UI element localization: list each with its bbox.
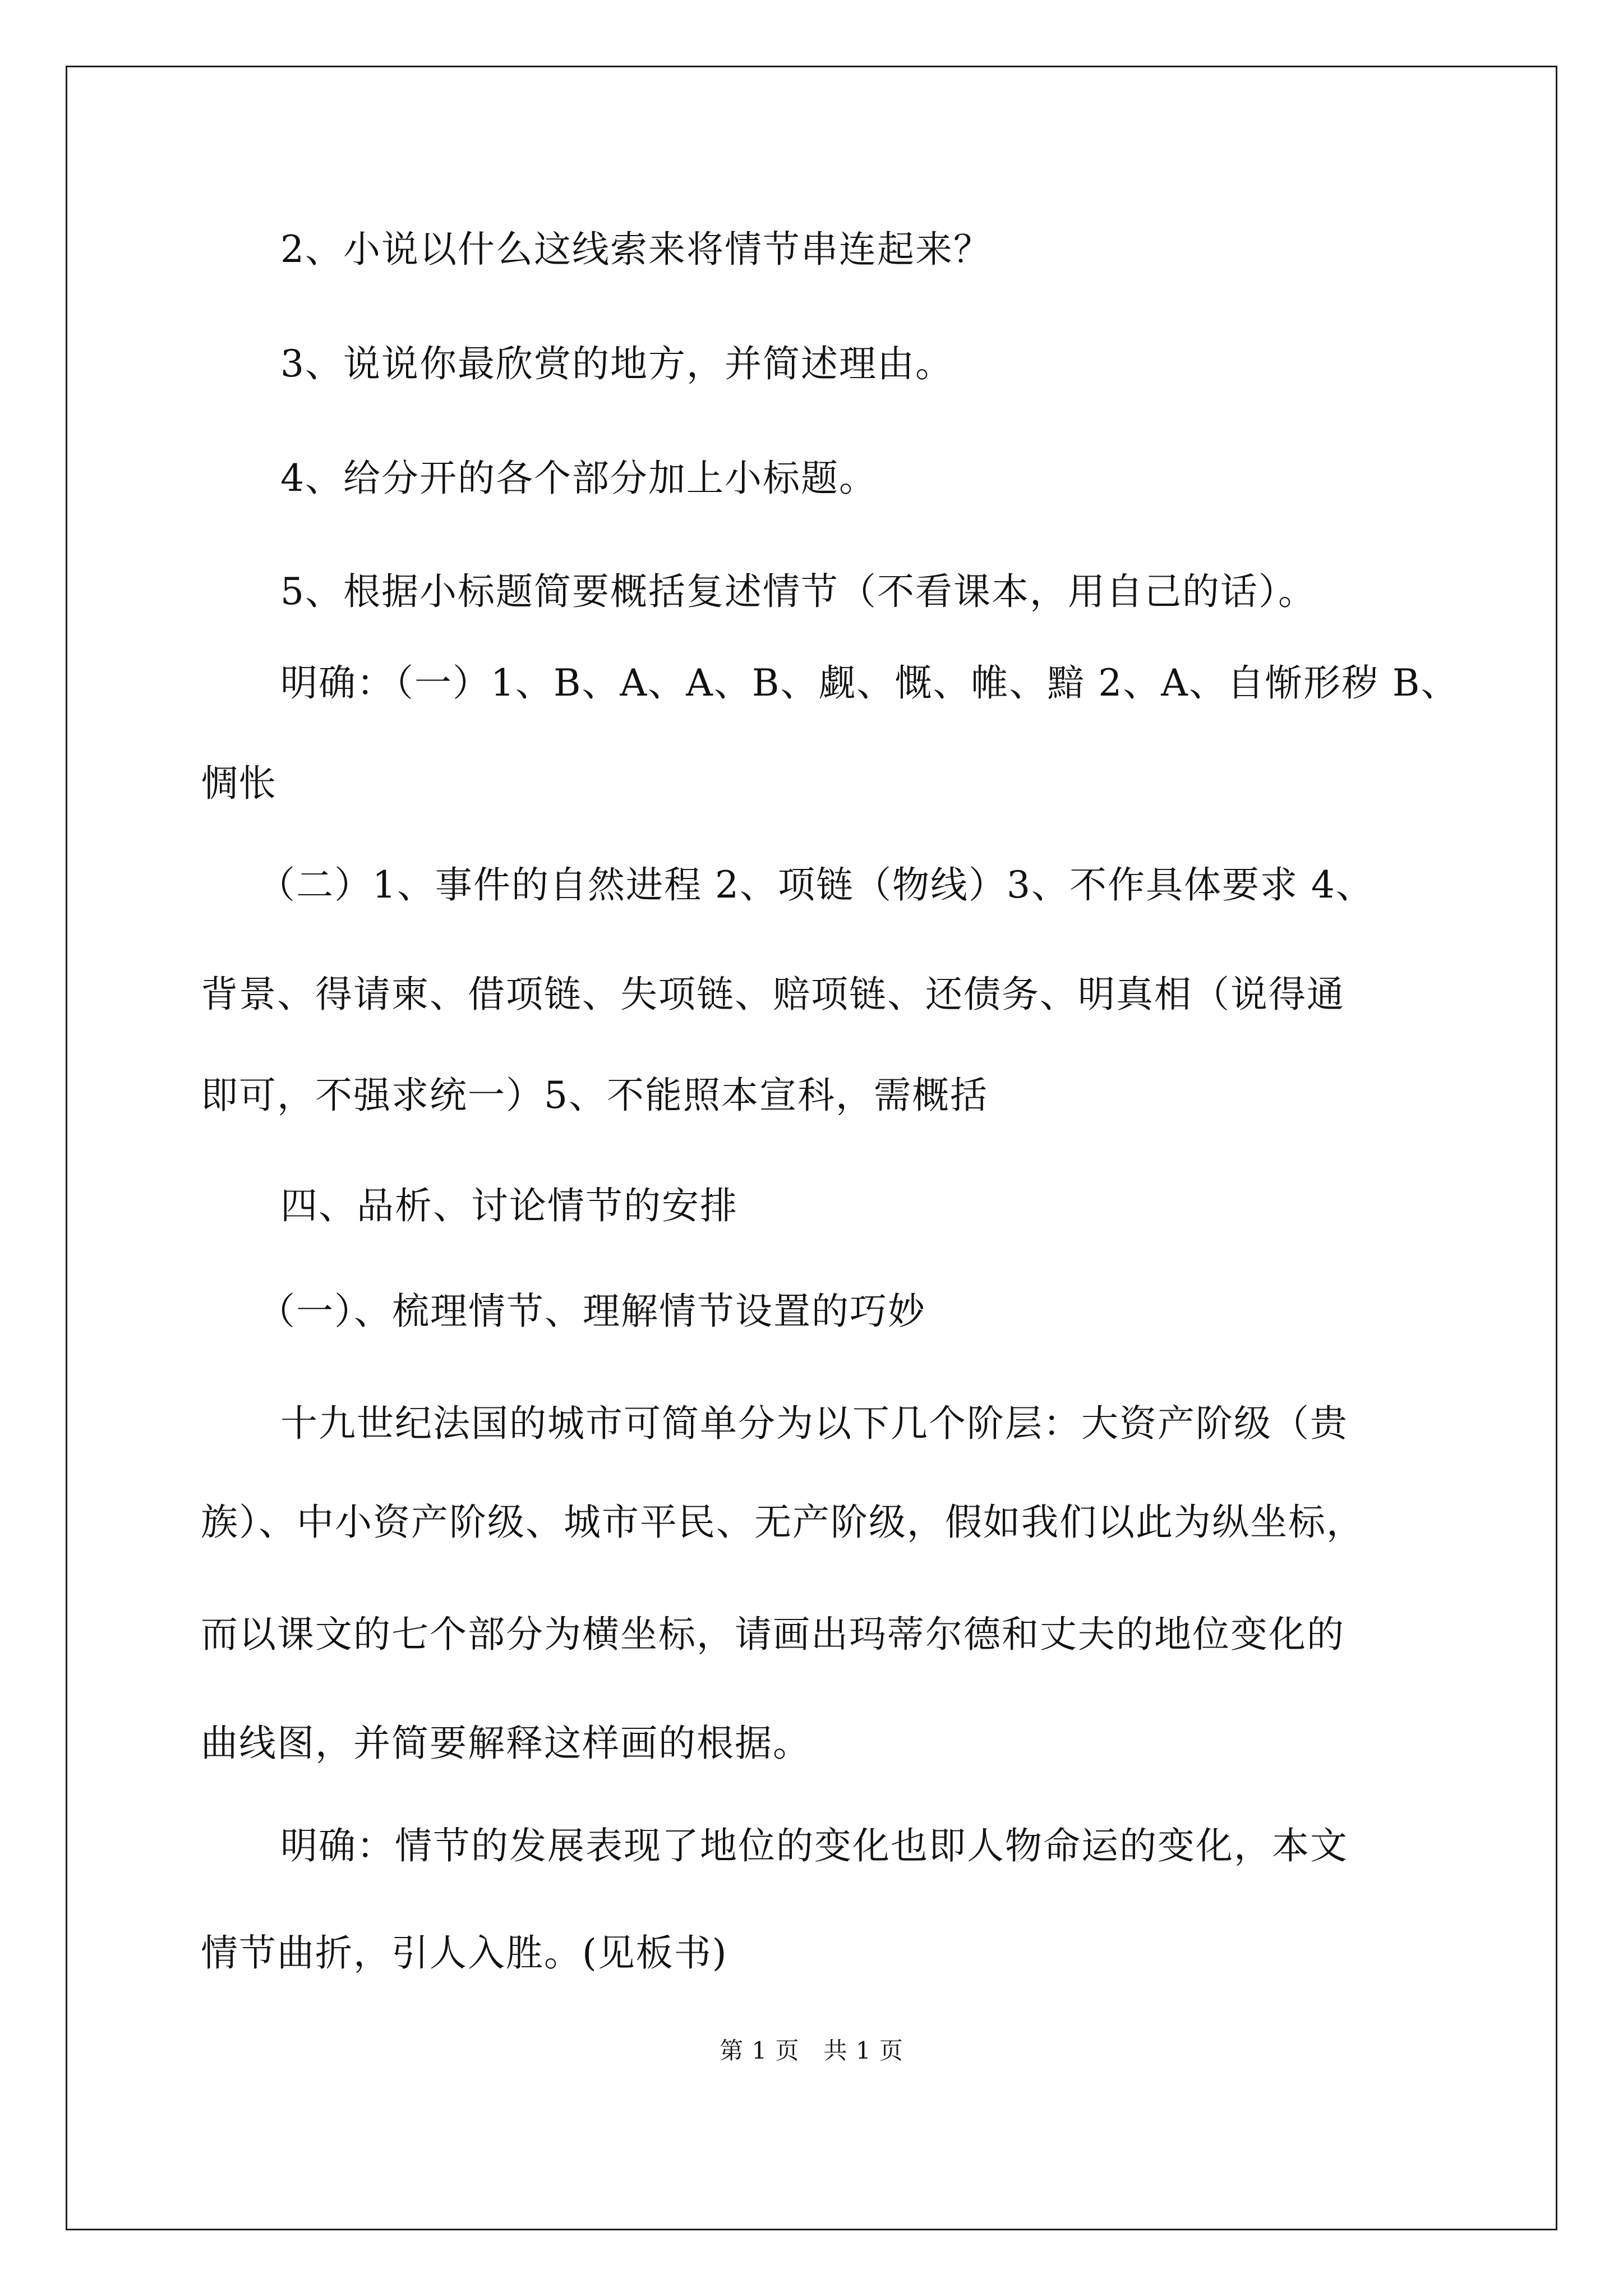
section-heading-4: 四、品析、讨论情节的安排	[280, 1184, 738, 1227]
task-paragraph-line-4: 曲线图，并简要解释这样画的根据。	[201, 1722, 811, 1765]
task-paragraph-line-2: 族）、中小资产阶级、城市平民、无产阶级，假如我们以此为纵坐标，	[201, 1501, 1364, 1544]
task-paragraph-line-3: 而以课文的七个部分为横坐标，请画出玛蒂尔德和丈夫的地位变化的	[201, 1613, 1345, 1656]
answer-part-2-line-3: 即可，不强求统一）5、不能照本宣科，需概括	[201, 1074, 988, 1117]
question-3: 3、说说你最欣赏的地方，并简述理由。	[280, 342, 953, 385]
question-2: 2、小说以什么这线索来将情节串连起来？	[280, 228, 992, 271]
answer-part-2-line-1: （二）1、事件的自然进程 2、项链（物线）3、不作具体要求 4、	[258, 863, 1374, 907]
page-number-footer: 第 1 页 共 1 页	[720, 2037, 903, 2064]
task-paragraph-line-1: 十九世纪法国的城市可简单分为以下几个阶层：大资产阶级（贵	[280, 1402, 1348, 1445]
question-4: 4、给分开的各个部分加上小标题。	[280, 457, 877, 500]
answer-part-1-line-1: 明确：（一）1、B、A、A、B、觑、慨、帷、黯 2、A、自惭形秽 B、	[280, 661, 1459, 705]
subsection-heading-1: （一）、梳理情节、理解情节设置的巧妙	[258, 1290, 926, 1333]
answer-part-2-line-2: 背景、得请柬、借项链、失项链、赔项链、还债务、明真相（说得通	[201, 973, 1345, 1016]
question-5: 5、根据小标题简要概括复述情节（不看课本，用自己的话）。	[280, 570, 1316, 613]
page-border	[66, 66, 1557, 2230]
conclusion-line-1: 明确：情节的发展表现了地位的变化也即人物命运的变化，本文	[280, 1824, 1348, 1867]
conclusion-line-2: 情节曲折，引人入胜。(见板书)	[201, 1931, 728, 1975]
answer-part-1-line-2: 惆怅	[201, 762, 277, 805]
